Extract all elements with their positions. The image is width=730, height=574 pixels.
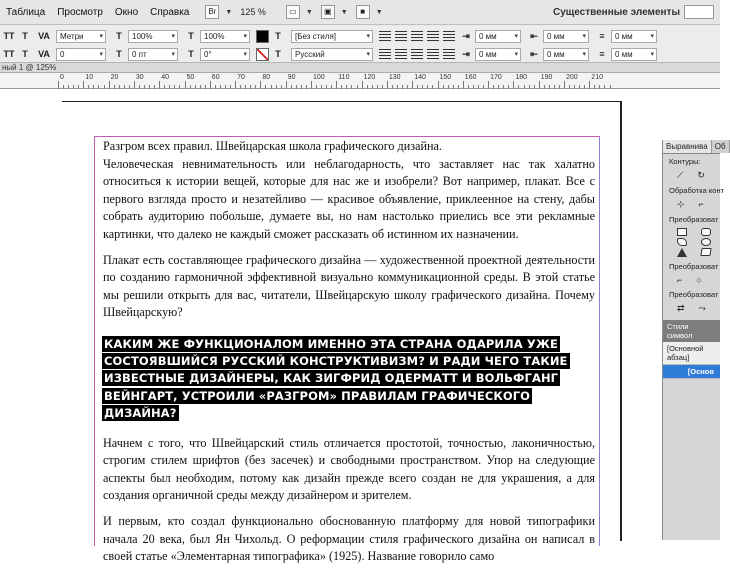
ruler-tick	[134, 81, 135, 89]
ruler-label: 60	[211, 74, 220, 81]
menu-table[interactable]: Таблица	[6, 6, 46, 18]
ruler-tick	[387, 81, 388, 89]
ruler-label: 160	[464, 74, 477, 81]
space-before-icon: ≡	[599, 31, 605, 41]
ruler-tick	[336, 81, 337, 89]
ruler-label: 170	[490, 74, 502, 81]
ruler-label: 210	[591, 74, 603, 81]
panel-section-label: Преобразоват	[669, 215, 719, 224]
document-tab[interactable]: ный 1 @ 125%	[0, 63, 720, 73]
ruler-tick	[463, 81, 464, 89]
contour-tools	[663, 170, 720, 181]
justify-all-icon[interactable]	[443, 31, 455, 41]
curve-tool-icon[interactable]: ↻	[697, 170, 705, 180]
stroke-color-icon: T	[275, 49, 281, 59]
screen-mode-icon[interactable]: ▣	[321, 5, 335, 19]
first-line-indent-icon: ⇥	[462, 49, 470, 59]
ruler-tick	[159, 81, 160, 89]
paragraph-text: Разгром всех правил. Швейцарская школа графического дизайна.	[103, 139, 442, 153]
ruler-tick	[185, 81, 186, 89]
control-row-2	[0, 45, 663, 63]
character-style-select[interactable]: [Без стиля] ▾	[291, 30, 373, 43]
ruler-tick	[513, 81, 514, 89]
arrange-documents-icon[interactable]: ■	[356, 5, 370, 19]
ruler-tick	[488, 81, 489, 89]
chevron-down-icon: ▼	[340, 8, 348, 16]
align-left-icon[interactable]	[379, 31, 391, 41]
shape-convert-tools	[663, 248, 720, 257]
control-row-1	[0, 27, 663, 45]
skew-field[interactable]: 0° ▾	[200, 48, 250, 61]
ruler-label: 110	[338, 74, 350, 81]
paragraph: И первым, кто создал функционально обоснованную платформу для новой типографики начала 20 века, был Ян Чихольд. О реформации стиля графического дизайна он написал в своей статье «Элементарная типографика» (1925). Название говорило само	[103, 514, 595, 564]
corner-point-icon[interactable]: ⌐	[698, 199, 704, 209]
first-line-indent-field[interactable]: 0 мм ▾	[475, 48, 521, 61]
align-to-grid-icon[interactable]	[443, 49, 455, 59]
ruler-label: 120	[363, 74, 376, 81]
ruler-label: 190	[540, 74, 553, 81]
chevron-down-icon: ▼	[375, 8, 383, 16]
ruler-label: 70	[237, 74, 245, 81]
ruler-tick	[260, 81, 261, 89]
paragraph	[103, 138, 595, 243]
text-frame[interactable]	[103, 138, 595, 574]
ruler-label: 100	[313, 74, 325, 81]
ruler-label: 10	[85, 74, 94, 81]
superscript-icon: TT	[3, 49, 15, 59]
style-item[interactable]: [Основной абзац]	[663, 342, 720, 365]
space-after-icon: ≡	[599, 49, 605, 59]
paragraph: Начнем с того, что Швейцарский стиль отличается простотой, точностью, лаконичностью, строгим стилем шрифтов (без засечек) и свободными пространством. Упор на следующие аспекты был необходим, потому как дизайн прежде всего создан не для украшения, а для создания органичной среды между дизайнером и зрителем.	[103, 435, 595, 503]
justify-center-icon[interactable]	[411, 49, 423, 59]
align-towards-spine-icon[interactable]	[379, 49, 391, 59]
close-path-icon[interactable]: ○	[696, 275, 702, 285]
space-after-field[interactable]: 0 мм ▾	[611, 48, 657, 61]
ruler-tick	[83, 81, 84, 89]
callout-quote	[102, 336, 595, 423]
right-indent-field[interactable]: 0 мм ▾	[543, 30, 589, 43]
chevron-down-icon: ▼	[305, 8, 313, 16]
left-indent-icon: ⇥	[462, 31, 470, 41]
fill-color-icon: T	[275, 31, 281, 41]
tab-align[interactable]: Выравнива	[663, 140, 712, 153]
triangle-icon[interactable]	[677, 248, 687, 257]
baseline-shift-field[interactable]: 0 пт ▾	[128, 48, 178, 61]
rounded-rectangle-icon[interactable]	[701, 228, 711, 236]
menu-bar	[0, 0, 720, 25]
space-before-field[interactable]: 0 мм ▾	[611, 30, 657, 43]
ruler-label: 180	[515, 74, 528, 81]
panel-tab-bar	[663, 140, 726, 154]
ruler-tick	[589, 81, 590, 89]
shape-convert-tools	[663, 238, 720, 246]
join-path-icon[interactable]: ⤳	[698, 303, 706, 313]
chevron-down-icon: ▼	[225, 8, 233, 16]
fill-swatch[interactable]	[256, 30, 269, 43]
stroke-swatch[interactable]	[256, 48, 269, 61]
language-select[interactable]: Русский ▾	[291, 48, 373, 61]
menu-view[interactable]: Просмотр	[57, 6, 103, 18]
workspace-switcher[interactable]: Существенные элементы	[552, 6, 680, 18]
page-edge-right	[620, 101, 622, 541]
style-item-selected[interactable]: [Основ	[663, 365, 720, 379]
bridge-button[interactable]: Br	[205, 5, 219, 19]
align-right-icon[interactable]	[411, 31, 423, 41]
ruler-tick	[438, 81, 439, 89]
justify-right-icon[interactable]	[427, 49, 439, 59]
ruler-tick	[362, 81, 363, 89]
rectangle-icon[interactable]	[677, 228, 687, 236]
polygon-icon[interactable]	[700, 248, 711, 256]
pathfinder-panel	[662, 140, 726, 540]
panel-section-label: Обработка конт	[669, 186, 725, 195]
last-line-indent-field[interactable]: 0 мм ▾	[543, 48, 589, 61]
align-center-icon[interactable]	[395, 31, 407, 41]
ruler-label: 80	[262, 74, 271, 81]
zoom-field[interactable]: 125 %	[240, 7, 266, 17]
ruler-label: 30	[135, 74, 144, 81]
ruler-tick	[539, 81, 540, 89]
ruler-label: 40	[161, 74, 169, 81]
ruler-label: 130	[388, 74, 401, 81]
tab-other[interactable]: Об	[712, 140, 730, 153]
ruler-label: 50	[186, 74, 195, 81]
search-input[interactable]	[684, 5, 714, 19]
panel-section-label: Преобразоват	[669, 290, 719, 299]
ruler-label: 200	[566, 74, 578, 81]
line-tool-icon[interactable]: ⟋	[677, 170, 684, 180]
page-edge	[62, 101, 622, 102]
styles-panel-header[interactable]: Стили символ	[663, 320, 720, 342]
shape-convert-tools	[663, 228, 720, 236]
menu-help[interactable]: Справка	[150, 6, 190, 18]
tracking-icon: VA	[38, 49, 50, 59]
justify-left-icon[interactable]	[427, 31, 439, 41]
paragraph-text: Человеческая невнимательность или неблагодарность, что заставляет нас так халатно относиться к истории вещей, которые для нас же и изобрели? Вот например, плакат. Все с первого взгляда просто и незатейливо — красивое объявление, приклеенное на стену, дабы собрать аудиторию побольше, думаете вы, но нам настолько приелись все эти рекламные картинки, что далеко не каждый сможет рассказать об истинном их назначении.	[103, 156, 595, 241]
ruler-label: 0	[60, 74, 64, 81]
font-size-icon: TT	[3, 31, 15, 41]
ruler-tick	[286, 81, 287, 89]
ruler-tick	[210, 81, 211, 89]
ruler-label: 140	[414, 74, 426, 81]
beveled-rectangle-icon[interactable]	[677, 238, 687, 246]
tracking-field[interactable]: 0 ▾	[56, 48, 106, 61]
ruler-label: 20	[110, 74, 119, 81]
last-line-indent-icon: ⇤	[530, 49, 538, 59]
leading-icon: T	[22, 31, 28, 41]
ruler-label: 150	[439, 74, 452, 81]
control-panel	[0, 25, 720, 63]
horizontal-ruler[interactable]	[0, 73, 720, 89]
align-away-spine-icon[interactable]	[395, 49, 407, 59]
path-tools	[663, 275, 720, 285]
kerning-icon: VA	[38, 31, 50, 41]
right-indent-icon: ⇤	[530, 31, 538, 41]
anchor-point-icon[interactable]: ⊹	[677, 199, 685, 209]
direction-tools	[663, 303, 720, 314]
ruler-tick	[58, 81, 59, 89]
ellipse-icon[interactable]	[701, 238, 711, 246]
open-path-icon[interactable]: ⌐	[677, 275, 683, 285]
left-indent-field[interactable]: 0 мм ▾	[475, 30, 521, 43]
horizontal-scale-field[interactable]: 100% ▾	[200, 30, 250, 43]
ruler-label: 90	[287, 74, 296, 81]
menubar-tools	[205, 5, 390, 19]
reverse-path-icon[interactable]: ⇄	[677, 303, 685, 313]
baseline-shift-icon: T	[116, 49, 122, 59]
vertical-scale-field[interactable]: 100% ▾	[128, 30, 178, 43]
horizontal-scale-icon: T	[188, 31, 194, 41]
processing-tools	[663, 199, 720, 210]
ruler-tick	[564, 81, 565, 89]
subscript-icon: T	[22, 49, 28, 59]
view-options-icon[interactable]: ▭	[286, 5, 300, 19]
callout-text: КАКИМ ЖЕ ФУНКЦИОНАЛОМ ИМЕННО ЭТА СТРАНА ОДАРИЛА УЖЕ СОСТОЯВШИЙСЯ РУССКИЙ КОНСТРУКТИВИЗМ? И РАДИ ЧЕГО ТАКИЕ ИЗВЕСТНЫЕ ДИЗАЙНЕРЫ, КАК ЗИГФРИД ОДЕРМАТТ И ВОЛЬФГАНГ ВЕЙНГАРТ, УСТРОИЛИ «РАЗГРОМ» ПРАВИЛАМ ГРАФИЧЕСКОГО ДИЗАЙНА?	[104, 336, 568, 421]
ruler-tick	[412, 81, 413, 89]
vertical-scale-icon: T	[116, 31, 122, 41]
paragraph: Плакат есть составляющее графического дизайна — художественной проектной деятельности по созданию гармоничной эффективной визуально коммуникационной среды. В этой статье мы решили открыть для вас, читатели, Швейцарскую школу графического дизайна. Почему Швейцарскую?	[103, 252, 595, 319]
kerning-field[interactable]: Метри ▾	[56, 30, 106, 43]
panel-section-label: Контуры:	[669, 157, 701, 166]
ruler-tick	[311, 81, 312, 89]
panel-section-label: Преобразоват	[669, 262, 719, 271]
skew-icon: T	[188, 49, 194, 59]
ruler-tick	[235, 81, 236, 89]
ruler-tick	[109, 81, 110, 89]
menu-window[interactable]: Окно	[114, 6, 139, 18]
